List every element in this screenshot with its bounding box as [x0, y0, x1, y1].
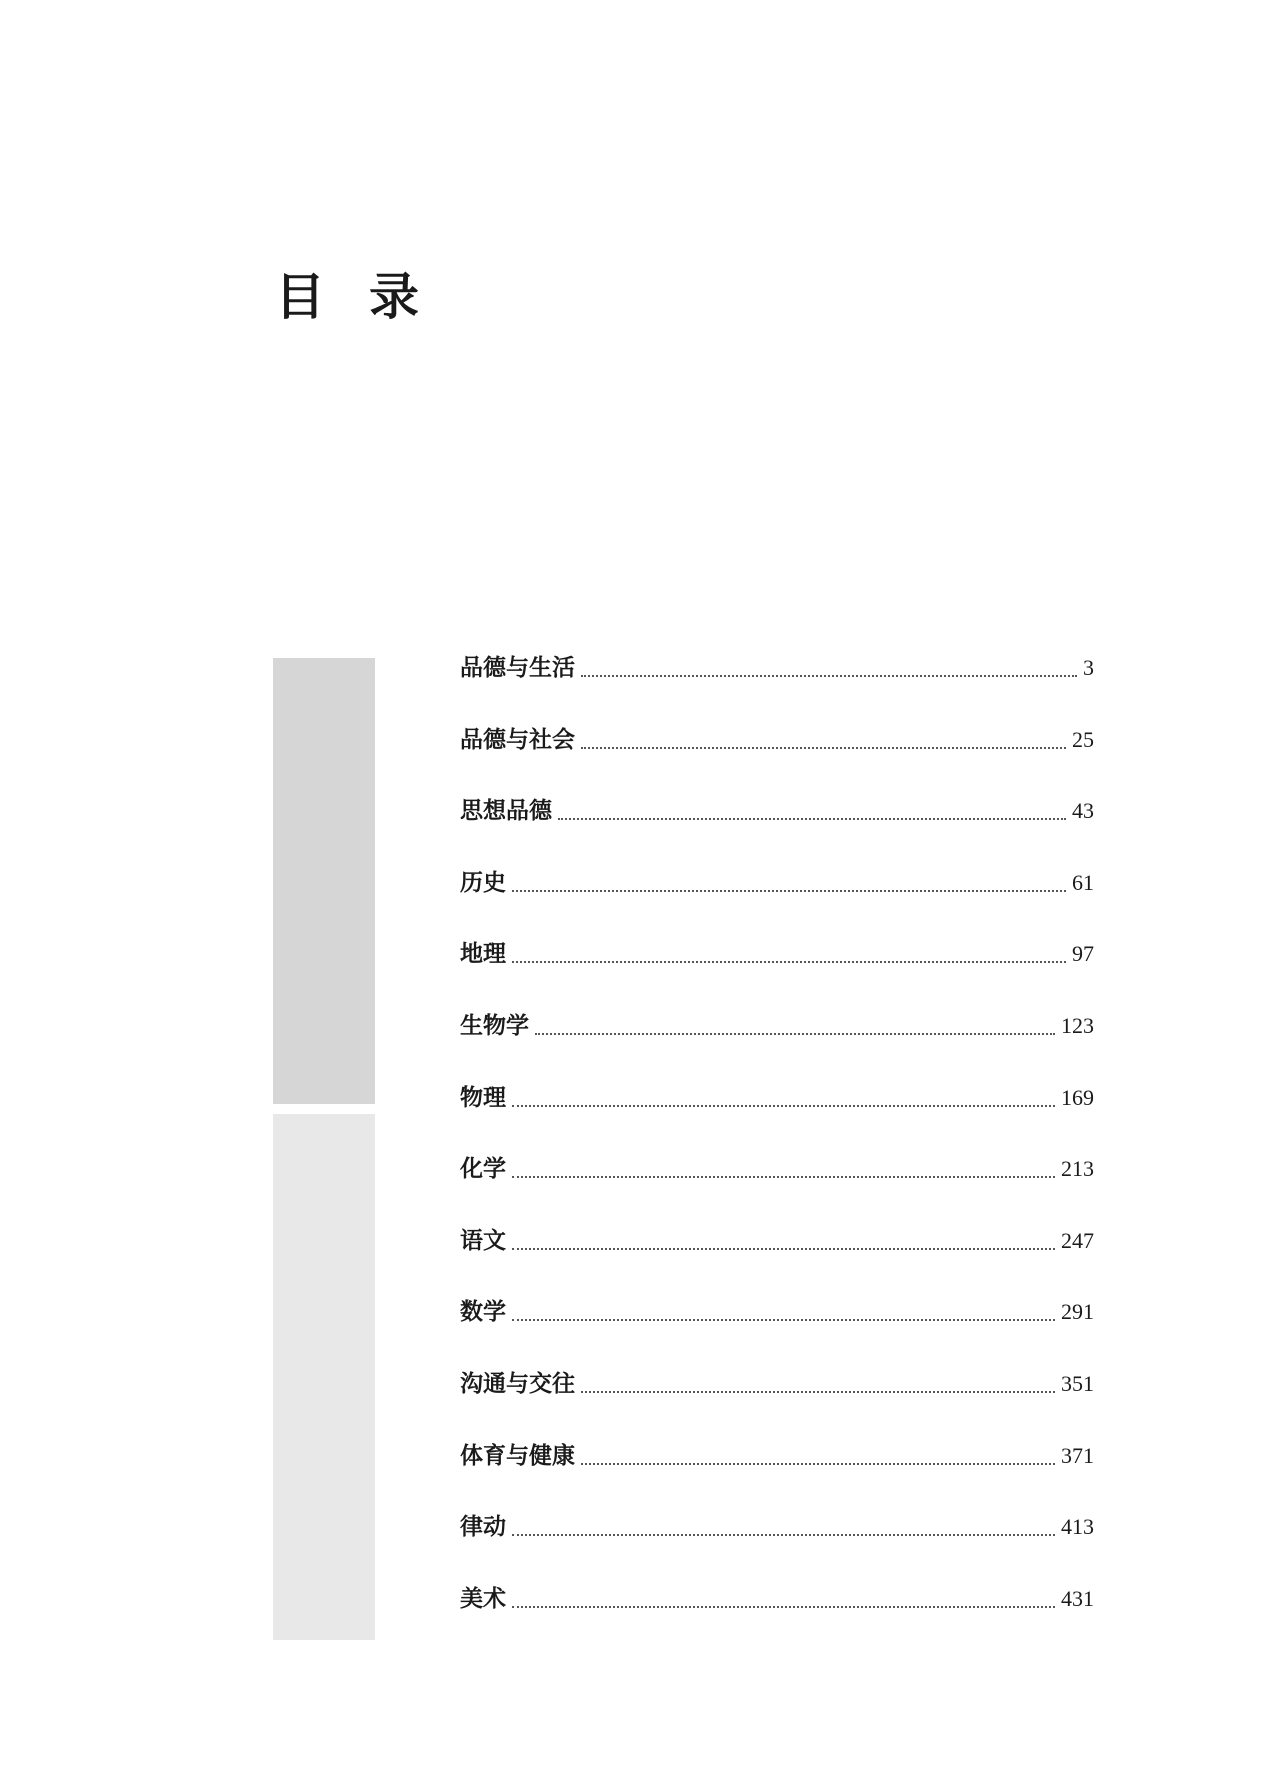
toc-entry-label: 数学 [460, 1299, 506, 1326]
toc-entry-page: 3 [1083, 655, 1094, 680]
toc-entry[interactable] [460, 1505, 1094, 1577]
toc-entry-label: 地理 [460, 941, 506, 968]
toc-entry[interactable] [460, 789, 1094, 861]
dot-leader [535, 1033, 1055, 1035]
dot-leader [512, 890, 1066, 892]
dot-leader [512, 1606, 1055, 1608]
toc-entry[interactable] [460, 646, 1094, 718]
table-of-contents [460, 646, 1094, 1648]
toc-entry-label: 语文 [460, 1227, 506, 1254]
dot-leader [581, 1391, 1055, 1393]
toc-entry-label: 化学 [460, 1156, 506, 1183]
dot-leader [581, 747, 1066, 749]
dot-leader [512, 1105, 1055, 1107]
toc-entry[interactable] [460, 932, 1094, 1004]
toc-entry-page: 431 [1061, 1585, 1094, 1611]
toc-entry-page: 247 [1061, 1227, 1094, 1253]
decorative-band-light [273, 1114, 375, 1640]
dot-leader [512, 961, 1066, 963]
toc-entry-label: 体育与健康 [460, 1442, 575, 1469]
page-title [275, 267, 419, 326]
toc-entry-page: 413 [1061, 1514, 1094, 1540]
toc-entry-page: 213 [1061, 1156, 1094, 1182]
toc-entry-page: 291 [1061, 1299, 1094, 1325]
toc-entry[interactable] [460, 1004, 1094, 1076]
toc-entry-label: 思想品德 [460, 798, 552, 825]
toc-entry[interactable] [460, 1147, 1094, 1219]
toc-entry-label: 美术 [460, 1585, 506, 1612]
toc-entry[interactable] [460, 861, 1094, 933]
dot-leader [512, 1176, 1055, 1178]
toc-entry-label: 沟通与交往 [460, 1370, 575, 1397]
toc-entry-page: 25 [1072, 726, 1094, 752]
toc-entry[interactable] [460, 1219, 1094, 1291]
dot-leader [512, 1534, 1055, 1536]
toc-entry-page: 61 [1072, 869, 1094, 895]
toc-entry[interactable] [460, 1362, 1094, 1434]
dot-leader [558, 818, 1066, 820]
dot-leader [581, 675, 1077, 677]
toc-entry-page: 123 [1061, 1012, 1094, 1038]
toc-entry-page: 351 [1061, 1370, 1094, 1396]
toc-entry-label: 品德与生活 [460, 655, 575, 681]
toc-entry-label: 物理 [460, 1084, 506, 1111]
page-title-char-1: 目 [275, 267, 325, 326]
toc-entry[interactable] [460, 1577, 1094, 1649]
toc-entry-page: 371 [1061, 1442, 1094, 1468]
toc-entry-label: 生物学 [460, 1012, 529, 1039]
toc-entry-label: 律动 [460, 1514, 506, 1541]
dot-leader [512, 1319, 1055, 1321]
dot-leader [512, 1248, 1055, 1250]
toc-entry-label: 品德与社会 [460, 726, 575, 753]
toc-entry-page: 43 [1072, 798, 1094, 824]
toc-entry-page: 97 [1072, 941, 1094, 967]
toc-entry[interactable] [460, 1076, 1094, 1148]
toc-entry[interactable] [460, 1290, 1094, 1362]
toc-entry-page: 169 [1061, 1084, 1094, 1110]
toc-entry[interactable] [460, 718, 1094, 790]
toc-entry[interactable] [460, 1434, 1094, 1506]
decorative-band-dark [273, 658, 375, 1104]
page-title-char-2: 录 [369, 267, 419, 326]
toc-entry-label: 历史 [460, 869, 506, 896]
dot-leader [581, 1463, 1055, 1465]
